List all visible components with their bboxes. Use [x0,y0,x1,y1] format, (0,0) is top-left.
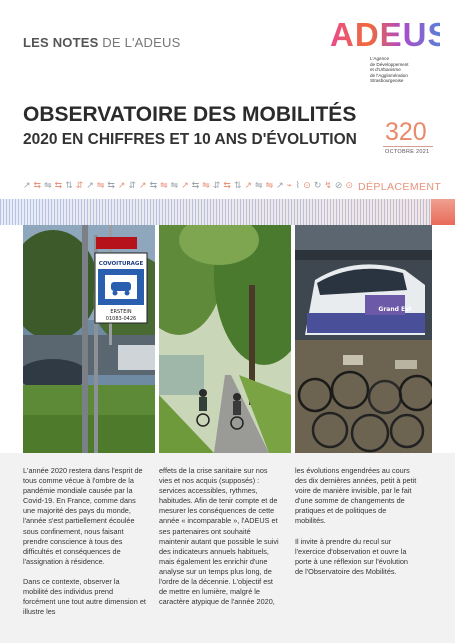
mobility-icon: ⇋ [202,180,210,190]
paragraph: Il invite à prendre du recul sur l'exercice d'observation et ouvre la porte à une réflexion sur l'évolution de l'Observatoire des Mobilités. [295,536,408,576]
sign-carpool-text: COVOITURAGE [98,261,144,267]
mobility-icon: ↗ [276,180,284,190]
issue-date: OCTOBRE 2021 [385,149,430,155]
carpool-sign-photo [23,225,155,453]
page-subtitle: 2020 EN CHIFFRES ET 10 ANS D'ÉVOLUTION [23,131,357,148]
logo-tagline-line: L'Agence [370,56,390,61]
series-title-light: DE L'ADEUS [102,35,181,50]
mobility-icon: ⇋ [255,180,263,190]
mobility-icon: ⇆ [107,180,115,190]
mobility-icon: ↗ [86,180,94,190]
theme-label: DÉPLACEMENT [358,181,442,193]
page-title: OBSERVATOIRE DES MOBILITÉS [23,103,357,126]
mobility-icon: ⇵ [75,180,84,190]
logo-tagline-line: de Développement [370,61,409,67]
mobility-icon: ⇋ [44,180,52,190]
mobility-icon: ↯ [324,180,332,190]
mobility-icon: ⇆ [33,180,42,190]
mobility-icon: ⇆ [191,180,200,190]
mobility-icon-strip [23,178,353,192]
paragraph: les évolutions engendrées au cours des dix dernières années, petit à petit voire de manière invisible, par le fait d'une somme de changements de pratiques et de politiques de mobilités. [295,466,417,526]
train-bikes-photo [295,225,432,453]
logo-wordmark: ADEUS [330,16,451,53]
mobility-icon: ↗ [23,180,31,190]
issue-divider [383,146,433,147]
text-column-3 [295,466,418,577]
paragraph: L'année 2020 restera dans l'esprit de tous comme vécue à l'ombre de la pandémie mondiale causée par la Covid-19. En France, comme dans une majorité des pays du monde, l'année s'est partiellement écoulée sous confinement, nous faisant prendre conscience à tous des difficultés et conséquences de l'assignation à résidence. [23,466,143,566]
mobility-icon: ⇆ [54,180,63,190]
mobility-icon: ⌁ [286,180,293,190]
mobility-icon: ⇅ [233,180,242,190]
mobility-icon: ↗ [244,180,253,190]
mobility-icon: ↗ [117,180,126,190]
sign-place-text: ERSTEIN [110,309,132,315]
mobility-icon: ⇆ [223,180,231,190]
decorative-band [0,199,455,225]
cycle-path-photo [159,225,291,453]
mobility-icon: ↻ [313,180,322,190]
mobility-icon: ⇆ [149,180,158,190]
mobility-icon: ⇵ [128,180,137,190]
text-column-1 [23,466,146,617]
mobility-icon: ⊙ [303,180,311,190]
mobility-icon: ⇋ [265,180,274,190]
paragraph: Dans ce contexte, observer la mobilité des individus prend forcément une tout autre dimension et illustre les [23,576,146,617]
mobility-icon: ⇋ [96,180,105,190]
mobility-icon: ⊘ [334,180,343,190]
mobility-icon: ⇅ [65,180,73,190]
mobility-icon: ⌇ [295,180,300,190]
adeus-logo [330,16,451,84]
text-column-2 [159,466,282,607]
mobility-icon: ⇋ [170,180,179,190]
paragraph: effets de la crise sanitaire sur nos vies et nos acquis (supposés) : services accessibles, rythmes, habitudes. Afin de tenir compte et de mesurer les conséquences de cette année « incomparable », l'ADEUS et ses partenaires ont souhaité maintenir autant que possible le suivi des indicateurs annuels habituels, mais également les enrichir d'une analyse sur un temps plus long, de l'ordre de la décennie. L'objectif est de mettre en lumière, malgré le caractère atypique de l'année 2020, [159,466,279,607]
logo-tagline-line: et d'Urbanisme [370,67,401,73]
logo-tagline-line: de l'Agglomération [370,72,408,78]
series-title-bold: LES NOTES [23,35,99,50]
decorative-band-accent [431,199,455,225]
series-title [23,35,180,50]
mobility-icon: ⇋ [160,180,168,190]
mobility-icon: ↗ [181,180,189,190]
issue-number: 320 [385,118,427,146]
logo-tagline [370,56,440,84]
train-brand-text: Grand Est [378,306,412,313]
sign-code-text: 01083-0426 [105,316,137,322]
mobility-icon: ⊙ [345,180,353,190]
mobility-icon: ↗ [139,180,147,190]
logo-tagline-line: Strasbourgeoise [370,78,404,84]
mobility-icon: ⇵ [212,180,221,190]
